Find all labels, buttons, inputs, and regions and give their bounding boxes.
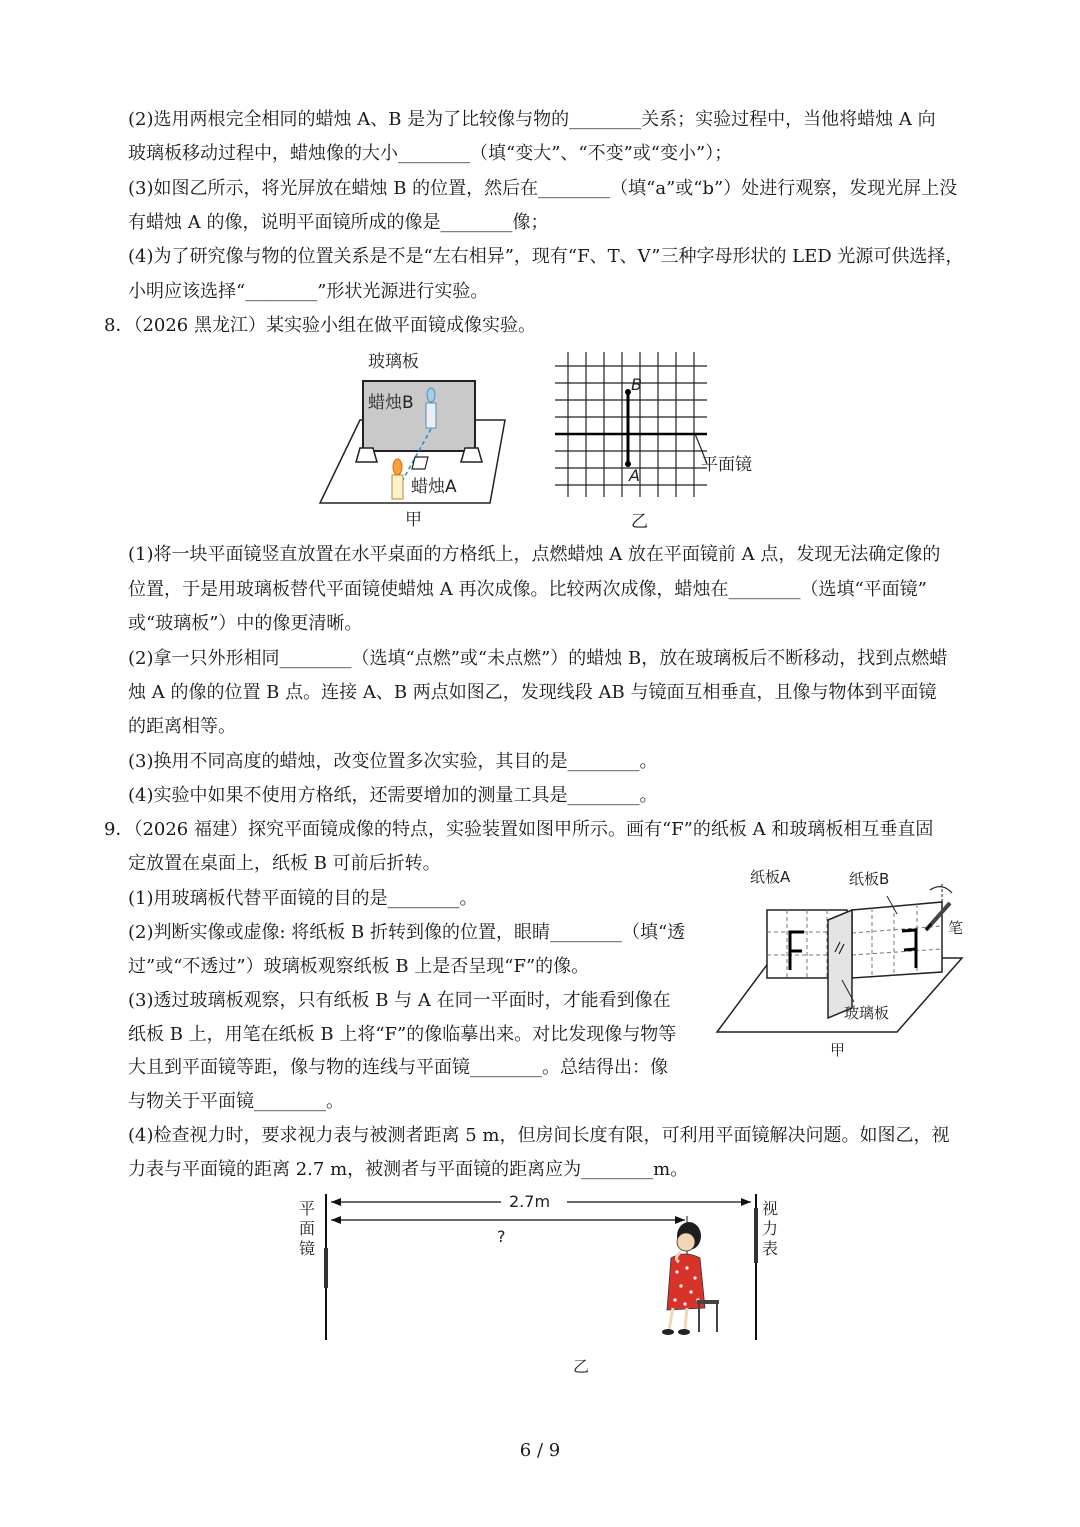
candle-b-icon (426, 388, 436, 428)
figure-9-jia (712, 860, 974, 1065)
text-line: (2)拿一只外形相同________（选填“点燃”或“未点燃”）的蜡烛 B，放在玻璃板后不断移动，找到点燃蜡 (128, 648, 948, 669)
distance-label: 2.7m (509, 1192, 551, 1211)
text-line: (4)实验中如果不使用方格纸，还需要增加的测量工具是________。 (128, 785, 658, 806)
chart-label-char: 力 (762, 1219, 779, 1238)
right-stand (461, 448, 482, 462)
arrow-head-left (331, 1216, 341, 1224)
chart-label-char: 视 (762, 1199, 779, 1218)
board-a-label: 纸板A (750, 868, 791, 886)
figure-caption: 乙 (631, 512, 648, 532)
glass-plate-label: 玻璃板 (844, 1004, 890, 1022)
figure-caption: 甲 (405, 510, 422, 530)
text-line: 或“玻璃板”）中的像更清晰。 (128, 613, 363, 634)
text-line: 有蜡烛 A 的像，说明平面镜所成的像是________像； (128, 212, 549, 233)
text-line: 位置，于是用玻璃板替代平面镜使蜡烛 A 再次成像。比较两次成像，蜡烛在________（选填“平面镜” (128, 579, 927, 600)
mirror-label-char: 平 (299, 1199, 316, 1218)
text-line: 力表与平面镜的距离 2.7 m，被测者与平面镜的距离应为________m。 (128, 1159, 689, 1180)
candle-a-icon (392, 459, 403, 499)
chart-label-char: 表 (762, 1239, 779, 1258)
text-line: (2)判断实像或虚像: 将纸板 B 折转到像的位置，眼睛________（填“透 (128, 922, 686, 943)
text-line: (1)将一块平面镜竖直放置在水平桌面的方格纸上，点燃蜡烛 A 放在平面镜前 A 点，发现无法确定像的 (128, 544, 941, 565)
candle-a-label: 蜡烛A (411, 477, 457, 497)
text-line: 大且到平面镜等距，像与物的连线与平面镜________。总结得出：像 (128, 1057, 668, 1078)
page-number: 6 / 9 (519, 1440, 561, 1461)
question-9-heading: 9．（2026 福建）探究平面镜成像的特点，实验装置如图甲所示。画有“F”的纸板 A 和玻璃板相互垂直固 (104, 819, 934, 840)
text-line: 小明应该选择“________”形状光源进行实验。 (128, 281, 489, 302)
arrow-head-left (331, 1198, 341, 1206)
mirror-label-char: 镜 (299, 1239, 316, 1258)
glass-plate-label: 玻璃板 (368, 352, 419, 372)
person-icon (662, 1222, 719, 1335)
board-b-label: 纸板B (849, 870, 890, 888)
point-b-label: B (631, 375, 642, 394)
mirror-strip (324, 1248, 328, 1288)
pen-label: 笔 (948, 919, 964, 937)
figure-9-yi (293, 1188, 793, 1378)
text-line: 玻璃板移动过程中，蜡烛像的大小________（填“变大”、“不变”或“变小”）； (128, 143, 733, 164)
text-line: (3)如图乙所示，将光屏放在蜡烛 B 的位置，然后在________（填“a”或“b”）处进行观察，发现光屏上没 (128, 178, 958, 199)
text-line: 定放置在桌面上，纸板 B 可前后折转。 (128, 853, 441, 874)
text-line: (4)为了研究像与物的位置关系是不是“左右相异”，现有“F、T、V”三种字母形状的 LED 光源可供选择， (128, 246, 964, 267)
arrow-head-right (675, 1216, 685, 1224)
text-line: (3)透过玻璃板观察，只有纸板 B 与 A 在同一平面时，才能看到像在 (128, 990, 671, 1011)
text-line: (1)用玻璃板代替平面镜的目的是________。 (128, 888, 478, 909)
figure-8-jia (315, 345, 525, 535)
text-line: (4)检查视力时，要求视力表与被测者距离 5 m，但房间长度有限，可利用平面镜解决问题。如图乙，视 (128, 1125, 950, 1146)
glass-plate (363, 381, 475, 451)
left-stand (356, 448, 377, 462)
text-line: (2)选用两根完全相同的蜡烛 A、B 是为了比较像与物的________关系；实验过程中，当他将蜡烛 A 向 (128, 109, 936, 130)
fold-angle-arc (930, 887, 952, 893)
unknown-distance-label: ? (497, 1227, 506, 1246)
figure-8-yi (555, 352, 770, 537)
text-line: 纸板 B 上，用笔在纸板 B 上将“F”的像临摹出来。对比发现像与物等 (128, 1024, 677, 1045)
arrow-head-right (741, 1198, 751, 1206)
figure-caption: 乙 (573, 1357, 590, 1376)
question-8-heading: 8．（2026 黑龙江）某实验小组在做平面镜成像实验。 (104, 315, 536, 336)
glass-plate (828, 910, 852, 1018)
text-line: 过”或“不透过”）玻璃板观察纸板 B 上是否呈现“F”的像。 (128, 956, 590, 977)
text-line: (3)换用不同高度的蜡烛，改变位置多次实验，其目的是________。 (128, 751, 658, 772)
figure-caption: 甲 (830, 1041, 846, 1059)
point-a-label: A (629, 466, 640, 485)
chart-strip (754, 1208, 758, 1263)
candle-b-label: 蜡烛B (368, 393, 414, 413)
text-line: 的距离相等。 (128, 716, 236, 737)
mirror-label-char: 面 (299, 1219, 316, 1238)
text-line: 与物关于平面镜________。 (128, 1091, 344, 1112)
text-line: 烛 A 的像的位置 B 点。连接 A、B 两点如图乙，发现线段 AB 与镜面互相垂直，且像与物体到平面镜 (128, 682, 937, 703)
mirror-label: 平面镜 (701, 455, 752, 475)
